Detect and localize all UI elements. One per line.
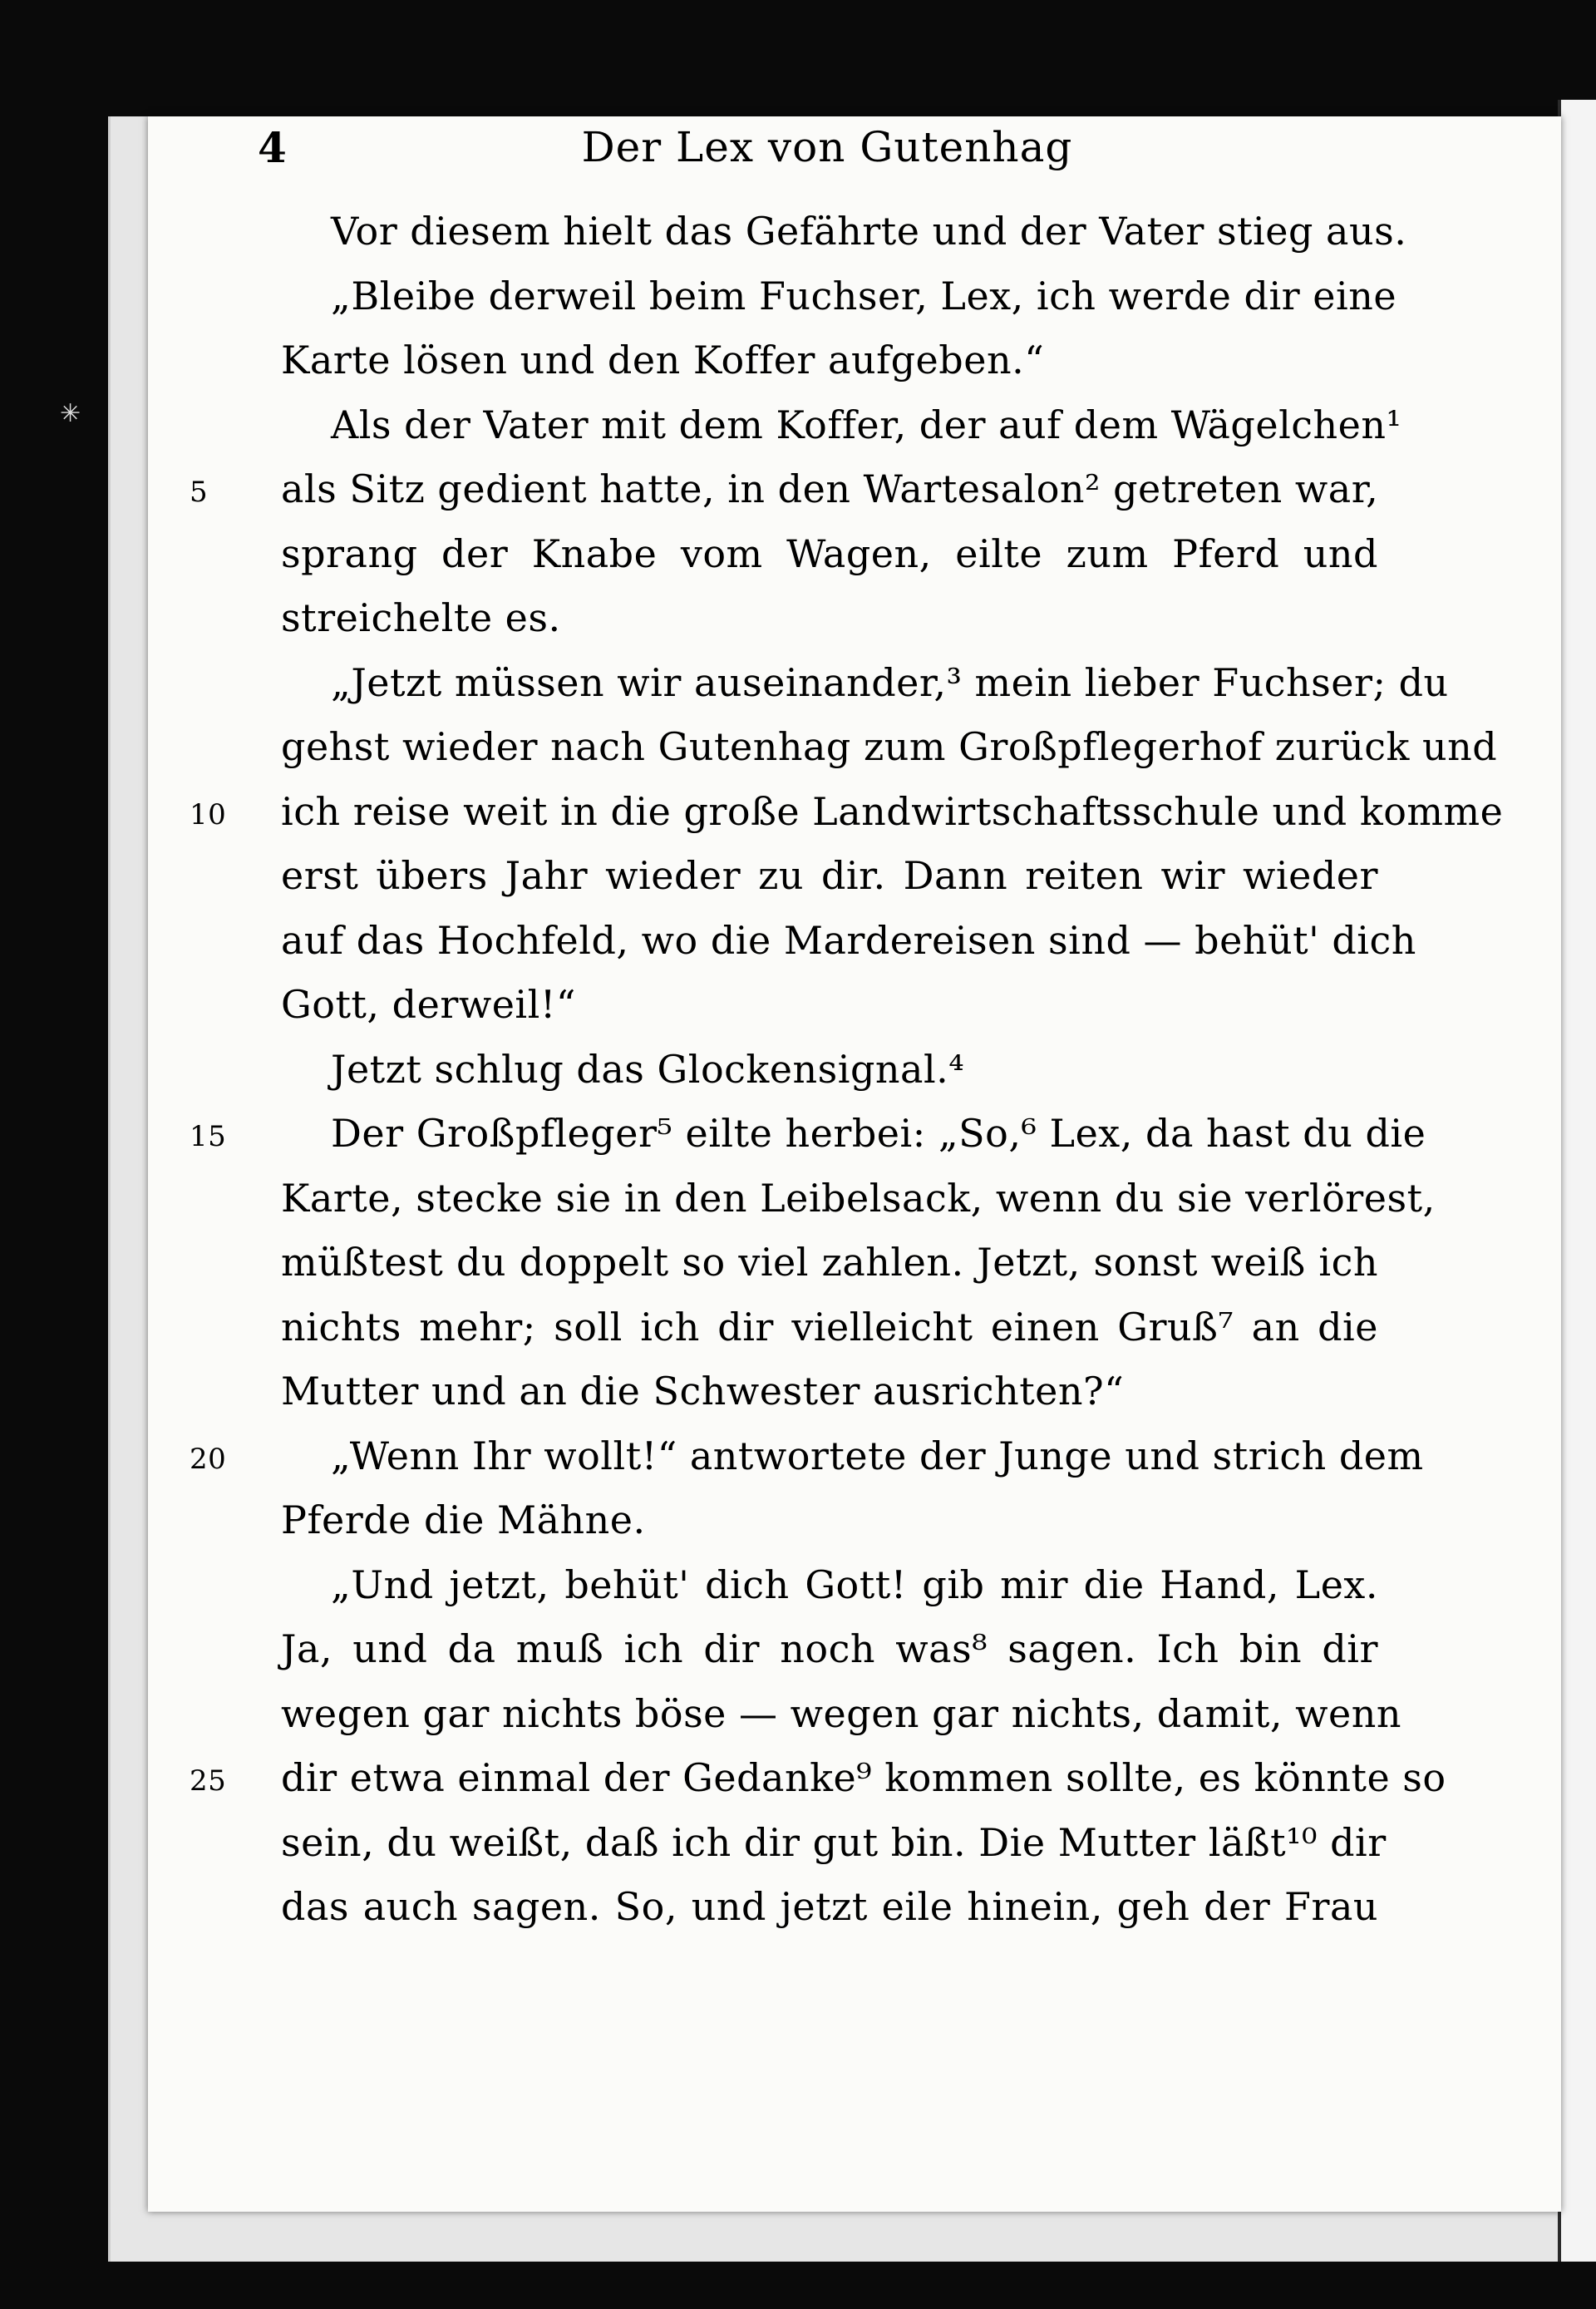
line-text: ich reise weit in die große Landwirtschaftsschule und komme xyxy=(281,788,1504,834)
facing-page-edge xyxy=(1558,100,1596,2262)
line-text: streichelte es. xyxy=(281,595,561,640)
text-line xyxy=(281,1488,1378,1553)
text-line xyxy=(190,780,1504,845)
text-line xyxy=(281,1553,1378,1618)
text-line xyxy=(281,1359,1378,1424)
line-text: „Wenn Ihr wollt!“ antwortete der Junge und strich dem xyxy=(331,1433,1424,1478)
line-text: sprang der Knabe vom Wagen, eilte zum Pferd und xyxy=(281,530,1378,576)
line-text: Jetzt schlug das Glockensignal.⁴ xyxy=(331,1046,965,1092)
text-line xyxy=(281,973,1378,1038)
line-text: Der Großpfleger⁵ eilte herbei: „So,⁶ Lex, da hast du die xyxy=(331,1111,1426,1156)
line-text: das auch sagen. So, und jetzt eile hinein, geh der Frau xyxy=(281,1884,1378,1929)
text-line xyxy=(190,1424,1424,1489)
line-text: gehst wieder nach Gutenhag zum Großpflegerhof zurück und xyxy=(281,724,1498,769)
line-number: 15 xyxy=(190,1120,227,1153)
text-line xyxy=(281,328,1378,393)
line-text: sein, du weißt, daß ich dir gut bin. Die Mutter läßt¹⁰ dir xyxy=(281,1819,1387,1865)
text-line xyxy=(281,1038,1378,1103)
text-line xyxy=(281,1682,1401,1747)
line-text: „Und jetzt, behüt' dich Gott! gib mir die Hand, Lex. xyxy=(331,1562,1378,1607)
line-number: 10 xyxy=(190,797,227,831)
text-line xyxy=(281,586,1378,651)
text-line xyxy=(281,264,1397,329)
line-text: Gott, derweil!“ xyxy=(281,982,576,1027)
line-text: Pferde die Mähne. xyxy=(281,1497,646,1542)
text-line xyxy=(190,457,1379,522)
line-text: Mutter und an die Schwester ausrichten?“ xyxy=(281,1369,1125,1414)
line-text: Karte lösen und den Koffer aufgeben.“ xyxy=(281,338,1045,382)
page-header xyxy=(258,123,1347,190)
line-text: als Sitz gedient hatte, in den Wartesalon² getreten war, xyxy=(281,466,1379,511)
line-text: „Jetzt müssen wir auseinander,³ mein lieber Fuchser; du xyxy=(331,659,1449,705)
line-text: müßtest du doppelt so viel zahlen. Jetzt, sonst weiß ich xyxy=(281,1240,1378,1285)
line-number: 25 xyxy=(190,1764,227,1798)
line-text: wegen gar nichts böse — wegen gar nichts, damit, wenn xyxy=(281,1690,1401,1736)
text-line xyxy=(281,1875,1378,1940)
line-number: 20 xyxy=(190,1442,227,1476)
text-line xyxy=(281,909,1416,974)
text-line xyxy=(281,1231,1378,1295)
body-text xyxy=(190,200,1504,1940)
running-title: Der Lex von Gutenhag xyxy=(581,123,1073,171)
text-line xyxy=(281,844,1378,909)
line-text: erst übers Jahr wieder zu dir. Dann reiten wir wieder xyxy=(281,853,1378,898)
line-text: Als der Vater mit dem Koffer, der auf dem Wägelchen¹ xyxy=(331,402,1402,447)
text-line xyxy=(281,200,1407,264)
text-line xyxy=(281,651,1449,716)
text-line xyxy=(281,522,1378,587)
text-line xyxy=(281,1617,1378,1682)
text-line xyxy=(190,1746,1446,1811)
line-text: „Bleibe derweil beim Fuchser, Lex, ich werde dir eine xyxy=(331,273,1397,318)
text-line xyxy=(281,393,1402,458)
line-text: Vor diesem hielt das Gefährte und der Vater stieg aus. xyxy=(331,209,1407,254)
line-text: Ja, und da muß ich dir noch was⁸ sagen. Ich bin dir xyxy=(281,1626,1378,1671)
scan-speck: ✳ xyxy=(60,399,81,428)
line-text: nichts mehr; soll ich dir vielleicht einen Gruß⁷ an die xyxy=(281,1304,1378,1349)
text-line xyxy=(281,1811,1387,1876)
page-number: 4 xyxy=(258,123,287,172)
line-text: auf das Hochfeld, wo die Mardereisen sind — behüt' dich xyxy=(281,917,1416,963)
line-text: Karte, stecke sie in den Leibelsack, wenn du sie verlörest, xyxy=(281,1175,1436,1221)
text-line xyxy=(190,1102,1426,1167)
text-line xyxy=(281,1295,1378,1360)
line-text: dir etwa einmal der Gedanke⁹ kommen sollte, es könnte so xyxy=(281,1755,1446,1800)
text-line xyxy=(281,1167,1436,1231)
line-number: 5 xyxy=(190,476,209,509)
text-line xyxy=(281,715,1498,780)
